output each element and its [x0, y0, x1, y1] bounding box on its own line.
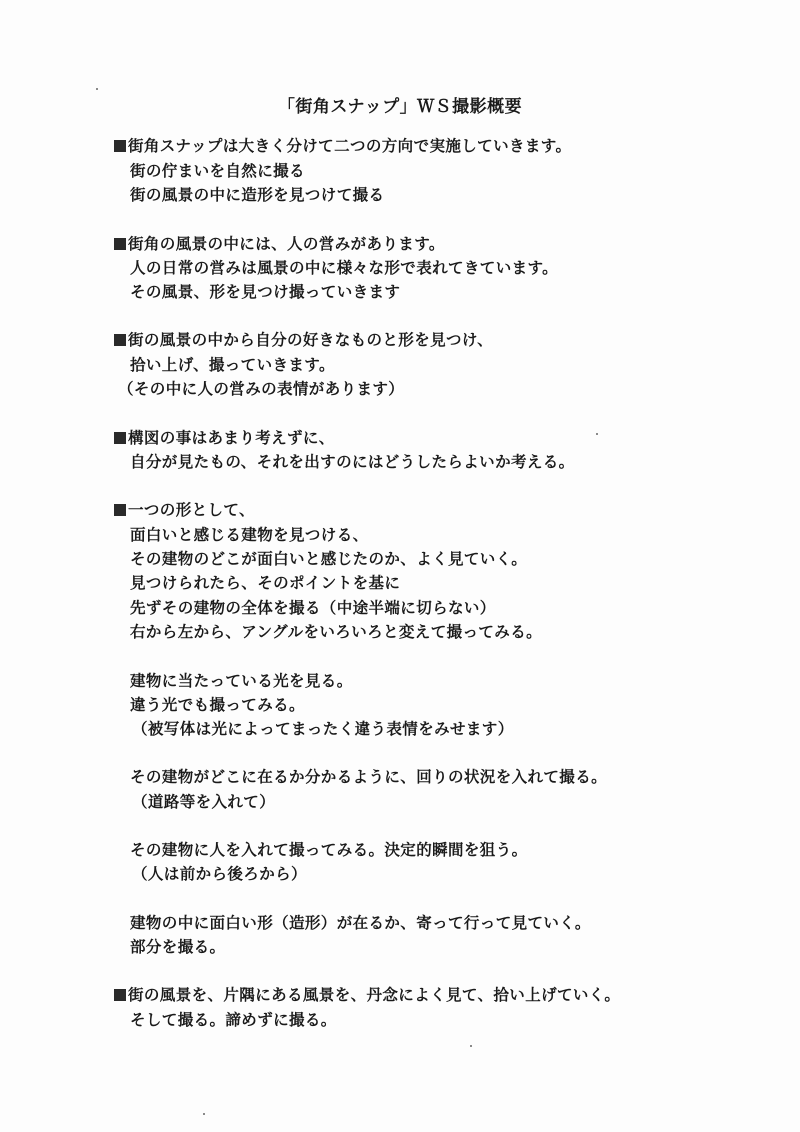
scan-speck: [203, 1113, 205, 1115]
scan-speck: [470, 1045, 472, 1047]
paragraph-line: 街の佇まいを自然に撮る: [130, 162, 305, 180]
square-bullet-icon: [114, 504, 126, 516]
paragraph-line: 建物の中に面白い形（造形）が在るか、寄って行って見ていく。: [130, 914, 591, 932]
paragraph-line: 見つけられたら、そのポイントを基に: [130, 574, 401, 592]
paragraph-line: 拾い上げ、撮っていきます。: [130, 356, 335, 374]
paragraph-line: （道路等を入れて）: [132, 793, 276, 811]
paragraph-line: その建物がどこに在るか分かるように、回りの状況を入れて撮る。: [130, 768, 608, 786]
paragraph-line: 自分が見たもの、それを出すのにはどうしたらよいか考える。: [130, 453, 575, 471]
square-bullet-icon: [114, 334, 126, 346]
scan-speck: [96, 88, 98, 90]
paragraph-line: そして撮る。諦めずに撮る。: [130, 1011, 337, 1029]
scan-speck: [596, 433, 598, 435]
paragraph-line: 部分を撮る。: [130, 938, 226, 956]
paragraph-line: 一つの形として、: [114, 500, 255, 520]
paragraph-line: 先ずその建物の全体を撮る（中途半端に切らない）: [130, 599, 496, 617]
paragraph-line: 街の風景の中に造形を見つけて撮る: [130, 186, 385, 204]
paragraph-line: 人の日常の営みは風景の中に様々な形で表れてきています。: [130, 259, 559, 277]
square-bullet-icon: [114, 140, 126, 152]
square-bullet-icon: [114, 432, 126, 444]
paragraph-line: 構図の事はあまり考えずに、: [114, 428, 335, 448]
paragraph-line: 街の風景を、片隅にある風景を、丹念によく見て、拾い上げていく。: [114, 985, 620, 1005]
square-bullet-icon: [114, 989, 126, 1001]
paragraph-line: 違う光でも撮ってみる。: [130, 696, 305, 714]
paragraph-line: （被写体は光によってまったく違う表情をみせます）: [132, 720, 514, 738]
paragraph-line: （その中に人の営みの表情があります）: [118, 380, 405, 398]
square-bullet-icon: [114, 238, 126, 250]
document-title: 「街角スナップ」ＷＳ撮影概要: [277, 97, 523, 117]
paragraph-line: 面白いと感じる建物を見つける、: [130, 526, 369, 544]
paragraph-line: 街角スナップは大きく分けて二つの方向で実施していきます。: [114, 136, 571, 156]
paragraph-line: 右から左から、アングルをいろいろと変えて撮ってみる。: [130, 623, 543, 641]
paragraph-line: その建物に人を入れて撮ってみる。決定的瞬間を狙う。: [130, 841, 528, 859]
paragraph-line: （人は前から後ろから）: [132, 865, 307, 883]
paragraph-line: その風景、形を見つけ撮っていきます: [130, 283, 401, 301]
paragraph-line: その建物のどこが面白いと感じたのか、よく見ていく。: [130, 550, 528, 568]
paragraph-line: 街角の風景の中には、人の営みがあります。: [114, 234, 445, 254]
paragraph-line: 街の風景の中から自分の好きなものと形を見つけ、: [114, 330, 493, 350]
paragraph-line: 建物に当たっている光を見る。: [130, 672, 353, 690]
